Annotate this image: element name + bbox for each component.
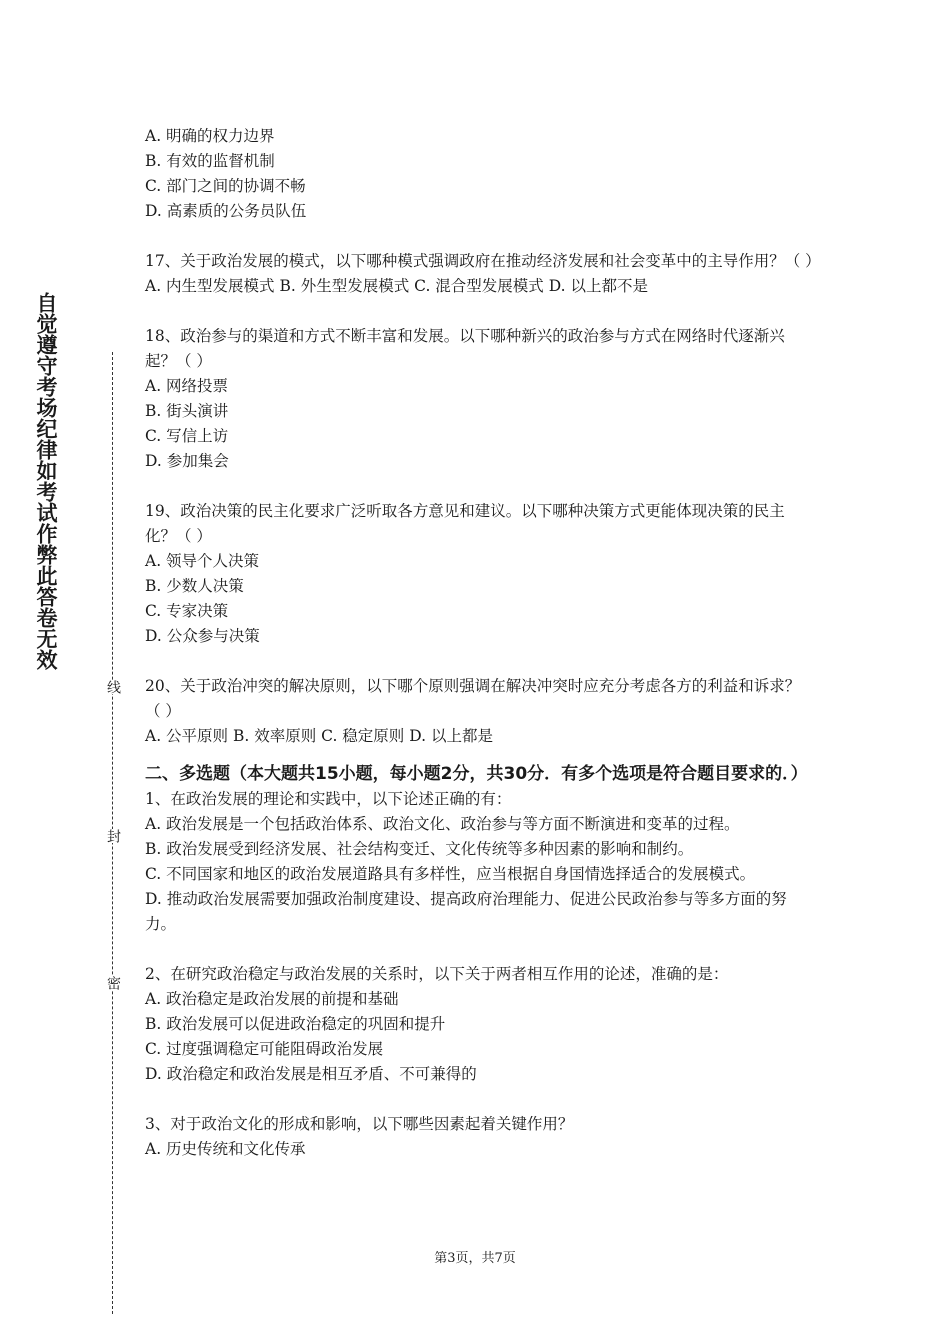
binding-mark-seal: 封 bbox=[105, 829, 121, 843]
m1-option-b: B. 政治发展受到经济发展、社会结构变迁、文化传统等多种因素的影响和制约。 bbox=[145, 840, 694, 858]
page-footer: 第3页，共7页 bbox=[434, 1251, 516, 1266]
q16-option-c: C. 部门之间的协调不畅 bbox=[145, 177, 306, 195]
exam-discipline-notice: 自觉遵守考场纪律如考试作弊此答卷无效 bbox=[34, 292, 58, 670]
m1-option-d: D. 推动政治发展需要加强政治制度建设、提高政府治理能力、促进公民政治参与等多方面的努力。 bbox=[145, 890, 787, 933]
question-content bbox=[145, 124, 821, 1162]
q20-stem: 20、关于政治冲突的解决原则，以下哪个原则强调在解决冲突时应充分考虑各方的利益和诉求？（ ） bbox=[145, 677, 801, 720]
q19-option-b: B. 少数人决策 bbox=[145, 577, 244, 595]
q19-option-c: C. 专家决策 bbox=[145, 602, 229, 620]
q18-option-d: D. 参加集会 bbox=[145, 452, 229, 470]
m2-option-d: D. 政治稳定和政治发展是相互矛盾、不可兼得的 bbox=[145, 1065, 477, 1083]
q18-option-b: B. 街头演讲 bbox=[145, 402, 229, 420]
q16-option-d: D. 高素质的公务员队伍 bbox=[145, 202, 307, 220]
q19-stem: 19、政治决策的民主化要求广泛听取各方意见和建议。以下哪种决策方式更能体现决策的民主化？（ ） bbox=[145, 502, 785, 545]
binding-mark-line: 线 bbox=[105, 680, 121, 694]
q16-option-b: B. 有效的监督机制 bbox=[145, 152, 275, 170]
section-title-multiple-choice: 二、多选题（本大题共15小题，每小题2分，共30分．有多个选项是符合题目要求的．） bbox=[145, 764, 808, 784]
q17-options: A. 内生型发展模式 B. 外生型发展模式 C. 混合型发展模式 D. 以上都不是 bbox=[145, 277, 648, 295]
q17-stem: 17、关于政治发展的模式，以下哪种模式强调政府在推动经济发展和社会变革中的主导作用？（ ） bbox=[145, 252, 821, 270]
m2-option-b: B. 政治发展可以促进政治稳定的巩固和提升 bbox=[145, 1015, 446, 1033]
q18-option-c: C. 写信上访 bbox=[145, 427, 229, 445]
m2-option-a: A. 政治稳定是政治发展的前提和基础 bbox=[145, 990, 399, 1008]
m1-stem: 1、在政治发展的理论和实践中，以下论述正确的有： bbox=[145, 790, 512, 808]
m2-option-c: C. 过度强调稳定可能阻碍政治发展 bbox=[145, 1040, 384, 1058]
m1-option-c: C. 不同国家和地区的政治发展道路具有多样性，应当根据自身国情选择适合的发展模式。 bbox=[145, 865, 756, 883]
m3-stem: 3、对于政治文化的形成和影响，以下哪些因素起着关键作用？ bbox=[145, 1115, 574, 1133]
m3-option-a: A. 历史传统和文化传承 bbox=[145, 1140, 306, 1158]
m1-option-a: A. 政治发展是一个包括政治体系、政治文化、政治参与等方面不断演进和变革的过程。 bbox=[145, 815, 740, 833]
binding-mark-secret: 密 bbox=[105, 976, 121, 990]
q16-option-a: A. 明确的权力边界 bbox=[145, 127, 275, 145]
q19-option-a: A. 领导个人决策 bbox=[145, 552, 260, 570]
q18-stem: 18、政治参与的渠道和方式不断丰富和发展。以下哪种新兴的政治参与方式在网络时代逐渐兴起？（ ） bbox=[145, 327, 785, 370]
q20-options: A. 公平原则 B. 效率原则 C. 稳定原则 D. 以上都是 bbox=[145, 727, 493, 745]
q18-option-a: A. 网络投票 bbox=[145, 377, 229, 395]
m2-stem: 2、在研究政治稳定与政治发展的关系时，以下关于两者相互作用的论述，准确的是： bbox=[145, 965, 729, 983]
q19-option-d: D. 公众参与决策 bbox=[145, 627, 260, 645]
